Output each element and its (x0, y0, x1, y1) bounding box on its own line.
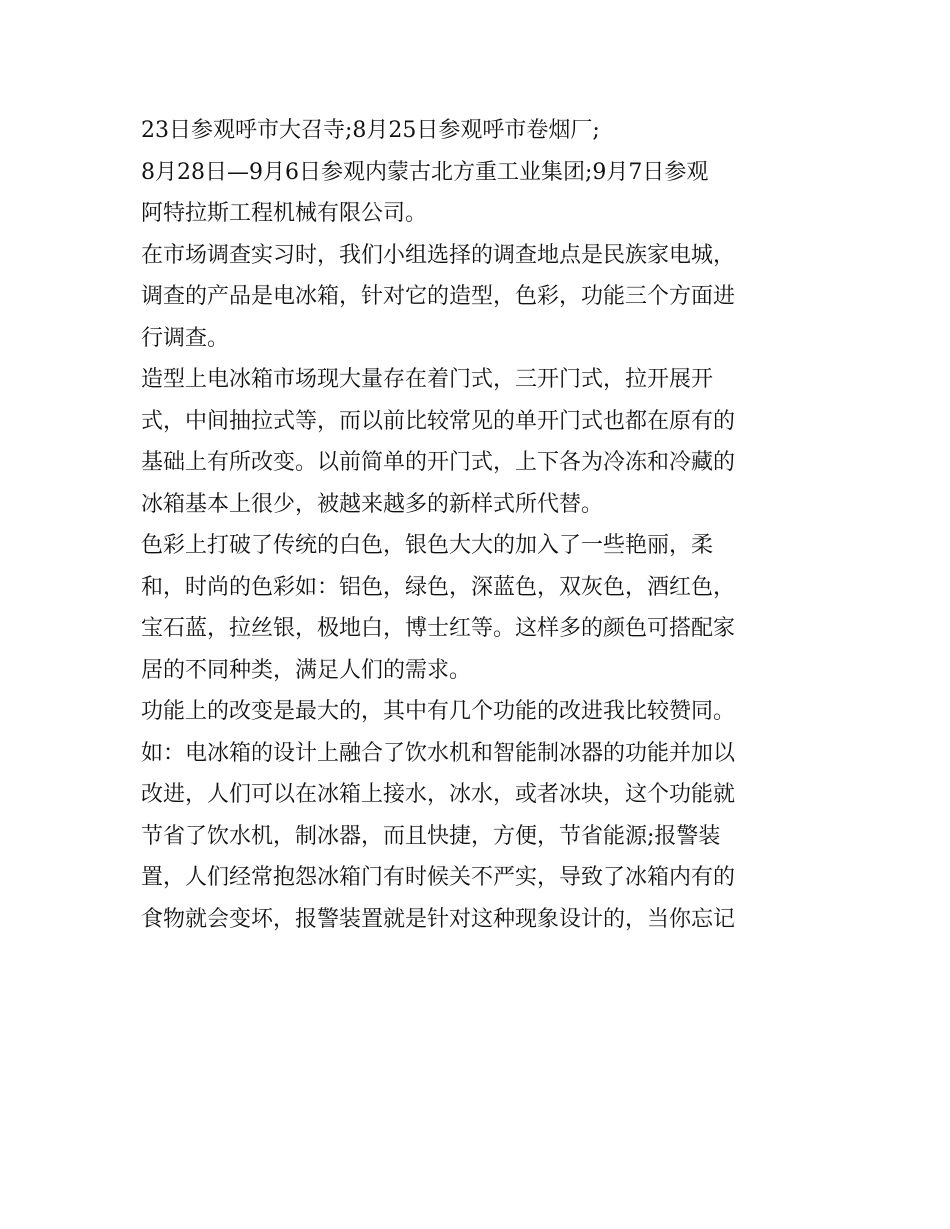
text-line: 基础上有所改变。以前简单的开门式，上下各为冷冻和冷藏的 (141, 450, 736, 475)
text-line: 在市场调查实习时，我们小组选择的调查地点是民族家电城， (141, 242, 736, 268)
text-line: 节省了饮水机，制冰器，而且快捷，方便，节省能源;报警装 (141, 823, 721, 849)
text-line: 食物就会变坏，报警装置就是针对这种现象设计的，当你忘记 (141, 906, 736, 932)
text-line: 如：电冰箱的设计上融合了饮水机和智能制冰器的功能并加以 (141, 740, 736, 766)
text-line: 行调查。 (141, 325, 230, 351)
text-line: 功能上的改变是最大的，其中有几个功能的改进我比较赞同。 (141, 699, 736, 724)
text-line: 居的不同种类，满足人们的需求。 (141, 657, 472, 683)
body-text (141, 110, 821, 940)
text-line: 改进，人们可以在冰箱上接水，冰水，或者冰块，这个功能就 (141, 782, 736, 807)
text-line: 式，中间抽拉式等，而以前比较常见的单开门式也都在原有的 (141, 408, 736, 434)
text-line: 和，时尚的色彩如：铝色，绿色，深蓝色，双灰色，酒红色， (141, 574, 736, 600)
text-line: 造型上电冰箱市场现大量存在着门式，三开门式，拉开展开 (141, 367, 714, 392)
text-line: 8月28日—9月6日参观内蒙古北方重工业集团;9月7日参观 (141, 159, 709, 185)
text-line: 阿特拉斯工程机械有限公司。 (141, 201, 428, 226)
text-line: 宝石蓝，拉丝银，极地白，博士红等。这样多的颜色可搭配家 (141, 616, 736, 641)
text-line: 置，人们经常抱怨冰箱门有时候关不严实，导致了冰箱内有的 (141, 865, 736, 890)
text-line: 23日参观呼市大召寺;8月25日参观呼市卷烟厂; (141, 118, 600, 143)
text-line: 冰箱基本上很少，被越来越多的新样式所代替。 (141, 491, 604, 517)
text-line: 调查的产品是电冰箱，针对它的造型，色彩，功能三个方面进 (141, 284, 736, 309)
text-line: 色彩上打破了传统的白色，银色大大的加入了一些艳丽，柔 (141, 533, 714, 558)
